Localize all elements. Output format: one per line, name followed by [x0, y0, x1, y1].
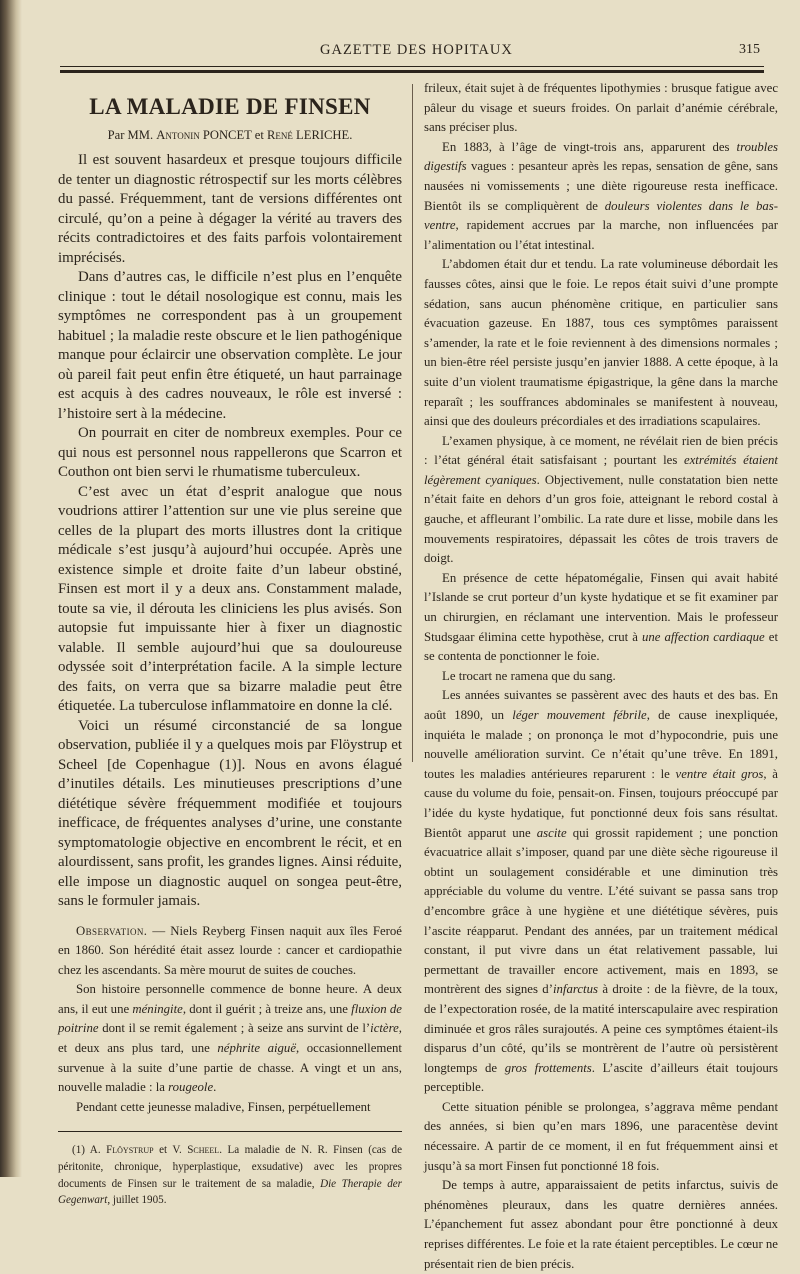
intro-paragraph-4: C’est avec un état d’esprit analogue que nous voudrions attirer l’attention sur une vie plus sereine que celles de la plupart des morts illustres dont la critique médicale s’est jusqu’à aujourd’hui occupée. Après une existence simple et droite faite d’un labeur obstiné, Finsen est mort il y a deux ans. Constamment malade, toute sa vie, il dérouta les cliniciens les plus avisés. Son autopsie fut impuissante hier à fixer un diagnostic valable. Il semble aujourd’hui que sa douloureuse odyssée soit d’interprétation facile. A la simple lecture des faits, on verra que sa bizarre maladie peut être étiquetée. La tuberculose inflammatoire en donne la clé. — [58, 483, 402, 714]
byline — [58, 128, 402, 143]
running-header: GAZETTE DES HOPITAUX — [320, 42, 513, 58]
author1-family: PONCET et — [199, 128, 267, 142]
column-divider — [412, 84, 413, 762]
footnote: (1) A. Flöystrup et V. Scheel. La maladie de N. R. Finsen (cas de péritonite, chronique, hyperplastique, exsudative) avec les propres documents de Finsen sur le traitement de sa maladie, Die Therapie der Gegenwart, juillet 1905. — [58, 1144, 403, 1207]
observation-paragraph-1: Observation. — Niels Reyberg Finsen naquit aux îles Feroé en 1860. Son hérédité était assez lourde : cancer et cardiopathie chez les ascendants. Sa mère mourut de suites de couches. — [58, 923, 402, 977]
intro-paragraph-3: On pourrait en citer de nombreux exemples. Pour ce qui nous est personnel nous rappellerons que Scarron et Couthon ont bien servi le rhumatisme tuberculeux. — [58, 425, 402, 480]
case-paragraph-5: En présence de cette hépatomégalie, Finsen qui avait habité l’Islande se crut porteur d’un kyste hydatique et se fit examiner par un chirurgien, en réclamant une intervention. Mais le professeur Studsgaar élimina cette hypothèse, crut à une affection cardiaque et se contenta de ponctionner le foie. — [424, 570, 779, 664]
byline-prefix: Par MM. — [107, 128, 157, 142]
article-title: LA MALADIE DE FINSEN — [89, 94, 371, 119]
page-number: 315 — [739, 42, 760, 57]
case-paragraph-2: En 1883, à l’âge de vingt-trois ans, apparurent des troubles digestifs vagues : pesanteur après les repas, sensation de gêne, sans nausées ni vomissements ; une diète rigoureuse resta inefficace. Bientôt ils se compliquèrent de douleurs violentes dans le bas-ventre, rapidement accrues par la marche, non influencées par l’alimentation ou l’état intestinal. — [424, 139, 778, 252]
intro-paragraph-5: Voici un résumé circonstancié de sa longue observation, publiée il y a quelques mois par Flöystrup et Scheel [de Copenhague (1)]. Nous en avons élagué d’inutiles détails. Les minutieuses prescriptions d’une diététique sévère fréquemment modifiée et toujours inefficace, de fréquentes analyses d’urine, une constante symptomatologie objective en encombrent le récit, et en alourdissent, sans profit, les grandes lignes. Ainsi réduite, elle impose un diagnostic auquel on songea peut-être, sans le formuler jamais. — [58, 717, 402, 909]
case-paragraph-8: Cette situation pénible se prolongea, s’aggrava même pendant des années, si bien qu’en mars 1896, une paracentèse devint nécessaire. A partir de ce moment, il en fut fréquemment ainsi et jusqu’à sa mort Finsen fut ponctionné 18 fois. — [424, 1099, 778, 1173]
case-paragraph-7: Les années suivantes se passèrent avec des hauts et des bas. En août 1890, un léger mouvement fébrile, de cause inexpliquée, inquiéta le malade ; on prononça le mot d’hypocondrie, puis une nouvelle amélioration survint. Ce n’était qu’une trêve. En 1891, toutes les maladies antérieures reparurent : le ventre était gros, à cause du volume du foie, pensait-on. Finsen, toujours préoccupé par l’idée du kyste hydatique, fut ponctionné deux fois sans résultat. Bientôt apparut une ascite qui grossit rapidement ; une ponction évacuatrice allait s’imposer, quand par une diète sèche rigoureuse il obtint un soulagement considérable et une diminution très appréciable du volume du ventre. L’été suivant se passa sans trop d’encombre grâce à une hygiène et une diététique sévères, puis l’ascite réapparut. Pendant des années, par un traitement médical constant, il put vivre dans un état relativement passable, lui permettant de travailler encore activement, mais en 1893, se montrèrent des signes d’infarctus à droite : de la fièvre, de la toux, de l’expectoration rosée, de la matité interscapulaire avec respiration diminuée et gros râles surajoutés. A peine ces symptômes étaient-ils disparus d’un côté, qu’ils se montrèrent de l’autre où persistèrent longtemps de gros frottements. L’ascite d’ailleurs était toujours perceptible. — [424, 688, 779, 1095]
author2-family: LERICHE. — [292, 128, 353, 142]
right-column — [424, 79, 778, 1274]
header-rule-thick — [60, 70, 764, 73]
footnote-rule — [58, 1131, 402, 1132]
case-paragraph-1: frileux, était sujet à de fréquentes lipothymies : brusque fatigue avec pâleur du visage et sueurs froides. On parlait d’anémie cérébrale, sans préciser plus. — [424, 81, 778, 135]
author2-given: René — [267, 128, 293, 142]
binding-edge — [0, 0, 22, 1177]
case-paragraph-6: Le trocart ne ramena que du sang. — [442, 668, 616, 683]
observation-label: Observation. — [76, 923, 148, 938]
case-paragraph-4: L’examen physique, à ce moment, ne révélait rien de bien précis : l’état général était satisfaisant ; pourtant les extrémités étaient légèrement cyaniques. Objectivement, nulle constatation bien nette n’était faite en dehors d’un gros foie, atteignant le rebord costal à gauche, et affleurant l’ombilic. La rate dure et lisse, mobile dans les mouvements respiratoires, dépassait les côtes de trois travers de doigt. — [424, 433, 778, 566]
intro-paragraph-2: Dans d’autres cas, le difficile n’est plus en l’enquête clinique : tout le détail nosologique est connu, mais les symptômes ne correspondent pas à un groupement habituel ; la maladie reste obscure et le lien pathogénique manque pour éclaircir une observation complète. Le jour où pareil fait peut enfin être étiqueté, un haut parrainage est acquis à des cadres nouveaux, le rôle est inversé : l’histoire sert à la médecine. — [58, 269, 402, 422]
header-rule-thin — [60, 66, 764, 67]
observation-paragraph-3: Pendant cette jeunesse maladive, Finsen, perpétuellement — [76, 1099, 371, 1114]
case-paragraph-9: De temps à autre, apparaissaient de petits infarctus, suivis de phénomènes pleuraux, dans les quatre dernières années. L’épanchement fut assez abondant pour être ponctionné à deux reprises différentes. Le foie et la rate étaient perceptibles. Le cœur ne présentait rien de bien précis. — [424, 1178, 778, 1271]
left-column — [58, 92, 402, 1209]
author1-given: Antonin — [156, 128, 200, 142]
intro-paragraph-1: Il est souvent hasardeux et presque toujours difficile de tenter un diagnostic rétrospectif sur les morts célèbres du passé. Fréquemment, tant de versions différentes ont circulé, qu’on a peine à dégager la vérité au travers des récits contradictoires et des faits parfois volontairement imprécisés. — [58, 152, 402, 266]
case-paragraph-3: L’abdomen était dur et tendu. La rate volumineuse débordait les fausses côtes, ainsi que le foie. Le repos était suivi d’une prompte sédation, sans aucun phénomène critique, en particulier sans évacuation gazeuse. En 1887, tous ces symptômes paraissent s’amender, la rate et le foie reviennent à des dimensions normales ; un bien-être réel persiste jusqu’en janvier 1888. A cette époque, à la suite d’un violent traumatisme épigastrique, la gêne dans la marche reparaît ; les souffrances abdominales se manifestent à nouveau, ainsi que des douleurs précordiales et des irradiations scapulaires. — [424, 257, 778, 429]
observation-paragraph-2: Son histoire personnelle commence de bonne heure. A deux ans, il eut une méningite, dont il guérit ; à treize ans, une fluxion de poitrine dont il se remit également ; à seize ans survint de l’ictère, et deux ans plus tard, une néphrite aiguë, occasionnellement survenue à la suite d’une partie de chasse. A vingt et un ans, nouvelle maladie : la rougeole. — [58, 982, 402, 1095]
